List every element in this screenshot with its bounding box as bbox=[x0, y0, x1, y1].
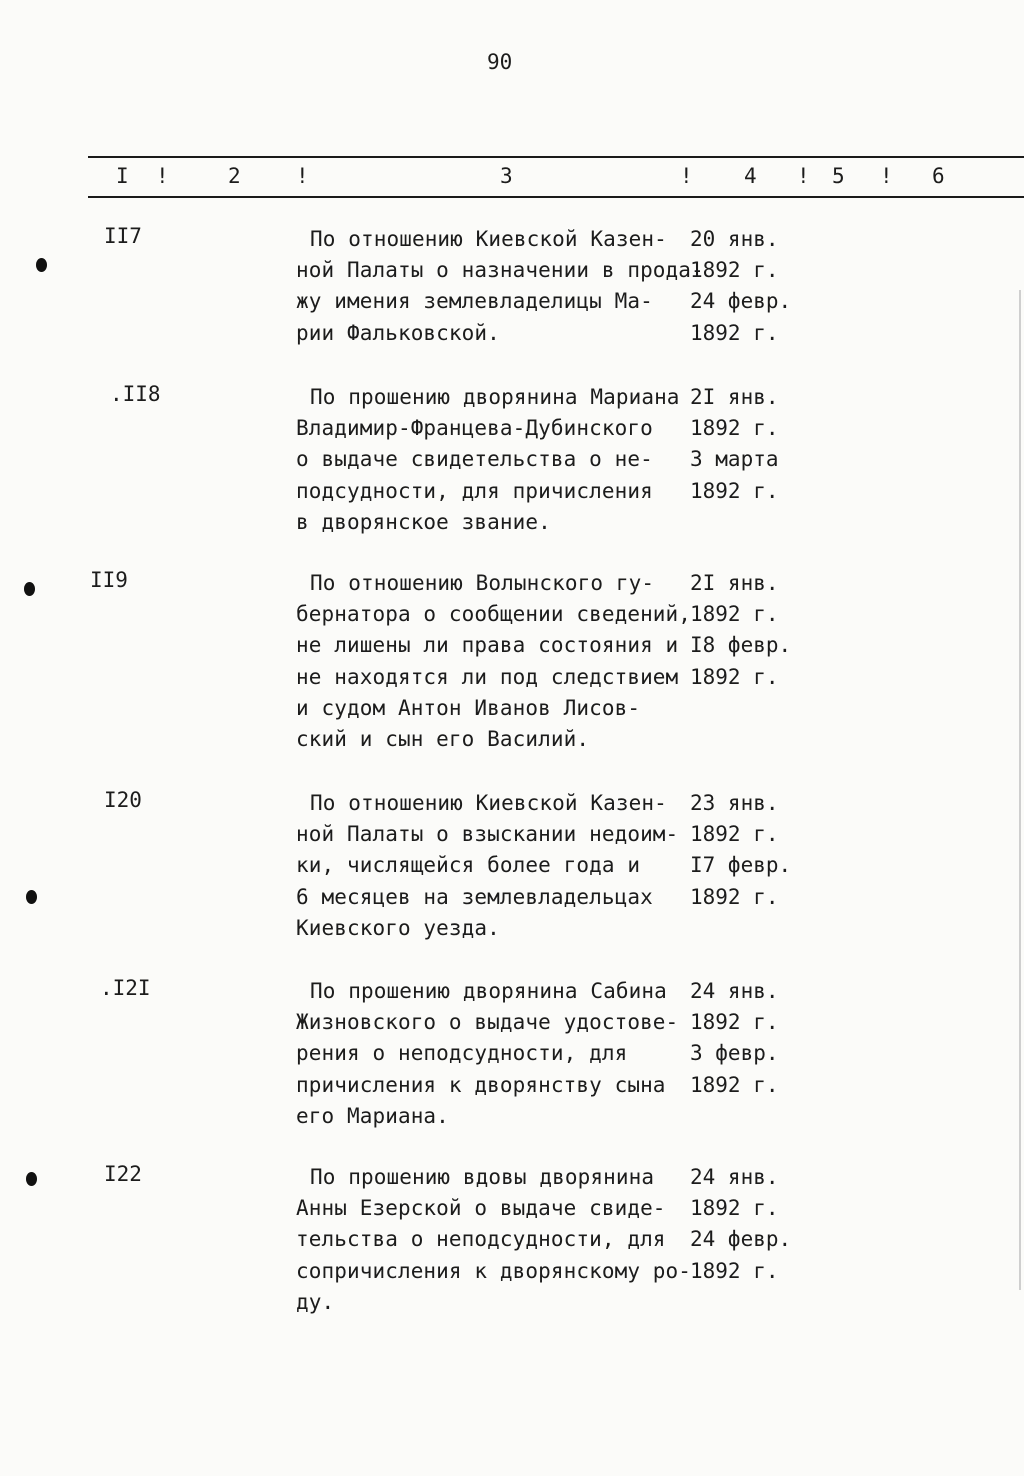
description-line: ду. bbox=[296, 1289, 335, 1314]
record-number: I22 bbox=[104, 1162, 142, 1186]
description-line: По прошению вдовы дворянина bbox=[310, 1165, 655, 1189]
date-line: 3 февр. bbox=[690, 1041, 779, 1066]
binding-hole bbox=[36, 258, 47, 272]
description-line: По отношению Киевской Казен- bbox=[310, 227, 667, 251]
record-number: II7 bbox=[104, 224, 142, 248]
record-number: .I2I bbox=[100, 976, 151, 1000]
description-line: Анны Езерской о выдаче свиде- bbox=[296, 1196, 666, 1221]
date-line: 1892 г. bbox=[690, 320, 779, 345]
description-line: По отношению Киевской Казен- bbox=[310, 791, 667, 815]
binding-hole bbox=[26, 1172, 37, 1186]
record-dates bbox=[690, 976, 810, 1101]
column-separator: ! bbox=[680, 164, 693, 188]
header-rule-top bbox=[88, 156, 1024, 158]
description-line: ной Палаты о назначении в прода- bbox=[296, 258, 704, 283]
date-line: I8 февр. bbox=[690, 633, 792, 658]
description-line: жу имения землевладелицы Ма- bbox=[296, 289, 653, 314]
column-separator: ! bbox=[797, 164, 810, 188]
date-line: 23 янв. bbox=[690, 791, 779, 815]
date-line: 1892 г. bbox=[690, 664, 779, 689]
date-line: 1892 г. bbox=[690, 1258, 779, 1283]
column-header-6: 6 bbox=[932, 164, 945, 188]
column-separator: ! bbox=[296, 164, 309, 188]
record-dates bbox=[690, 788, 810, 913]
record-number: .II8 bbox=[110, 382, 161, 406]
description-line: ной Палаты о взыскании недоим- bbox=[296, 822, 679, 847]
column-header-1: I bbox=[116, 164, 129, 188]
page-number: 90 bbox=[487, 50, 513, 74]
date-line: 3 марта bbox=[690, 447, 779, 472]
record-description bbox=[296, 224, 704, 349]
record-description bbox=[296, 788, 686, 944]
record-dates bbox=[690, 382, 810, 507]
date-line: 20 янв. bbox=[690, 227, 779, 251]
date-line: 1892 г. bbox=[690, 1010, 779, 1035]
description-line: его Мариана. bbox=[296, 1103, 449, 1128]
description-line: ский и сын его Василий. bbox=[296, 727, 590, 752]
column-header-5: 5 bbox=[832, 164, 845, 188]
date-line: 1892 г. bbox=[690, 258, 779, 283]
description-line: рии Фальковской. bbox=[296, 320, 500, 345]
binding-hole bbox=[24, 582, 35, 596]
record-description bbox=[296, 568, 692, 755]
column-header-3: 3 bbox=[500, 164, 513, 188]
description-line: причисления к дворянству сына bbox=[296, 1072, 666, 1097]
date-line: 1892 г. bbox=[690, 478, 779, 503]
date-line: 1892 г. bbox=[690, 416, 779, 441]
description-line: По прошению дворянина Сабина bbox=[310, 979, 667, 1003]
date-line: 24 янв. bbox=[690, 1165, 779, 1189]
description-line: Киевского уезда. bbox=[296, 915, 500, 940]
record-description bbox=[296, 976, 686, 1132]
description-line: Владимир-Францева-Дубинского bbox=[296, 416, 653, 441]
date-line: 24 февр. bbox=[690, 1227, 792, 1252]
date-line: 1892 г. bbox=[690, 1072, 779, 1097]
binding-hole bbox=[26, 890, 37, 904]
record-description bbox=[296, 382, 686, 538]
description-line: и судом Антон Иванов Лисов- bbox=[296, 695, 641, 720]
description-line: По прошению дворянина Мариана bbox=[310, 385, 680, 409]
date-line: 1892 г. bbox=[690, 884, 779, 909]
description-line: ки, числящейся более года и bbox=[296, 853, 641, 878]
record-description bbox=[296, 1162, 692, 1318]
description-line: не находятся ли под следствием bbox=[296, 664, 679, 689]
description-line: бернатора о сообщении сведений, bbox=[296, 602, 692, 627]
date-line: 2I янв. bbox=[690, 385, 779, 409]
date-line: 1892 г. bbox=[690, 822, 779, 847]
record-dates bbox=[690, 568, 810, 693]
date-line: 1892 г. bbox=[690, 602, 779, 627]
description-line: 6 месяцев на землевладельцах bbox=[296, 884, 653, 909]
date-line: 24 янв. bbox=[690, 979, 779, 1003]
description-line: в дворянское звание. bbox=[296, 509, 551, 534]
date-line: 24 февр. bbox=[690, 289, 792, 314]
description-line: о выдаче свидетельства о не- bbox=[296, 447, 653, 472]
description-line: подсудности, для причисления bbox=[296, 478, 653, 503]
column-header-2: 2 bbox=[228, 164, 241, 188]
column-separator: ! bbox=[156, 164, 169, 188]
description-line: сопричисления к дворянскому ро- bbox=[296, 1258, 692, 1283]
record-number: I20 bbox=[104, 788, 142, 812]
record-dates bbox=[690, 1162, 810, 1287]
date-line: 1892 г. bbox=[690, 1196, 779, 1221]
description-line: не лишены ли права состояния и bbox=[296, 633, 679, 658]
description-line: По отношению Волынского гу- bbox=[310, 571, 655, 595]
column-header-4: 4 bbox=[744, 164, 757, 188]
column-separator: ! bbox=[880, 164, 893, 188]
date-line: 2I янв. bbox=[690, 571, 779, 595]
date-line: I7 февр. bbox=[690, 853, 792, 878]
record-dates bbox=[690, 224, 810, 349]
record-number: II9 bbox=[90, 568, 128, 592]
description-line: рения о неподсудности, для bbox=[296, 1041, 628, 1066]
description-line: Жизновского о выдаче удостове- bbox=[296, 1010, 679, 1035]
page-edge-shadow bbox=[1019, 290, 1021, 1290]
header-rule-bottom bbox=[88, 196, 1024, 198]
description-line: тельства о неподсудности, для bbox=[296, 1227, 666, 1252]
